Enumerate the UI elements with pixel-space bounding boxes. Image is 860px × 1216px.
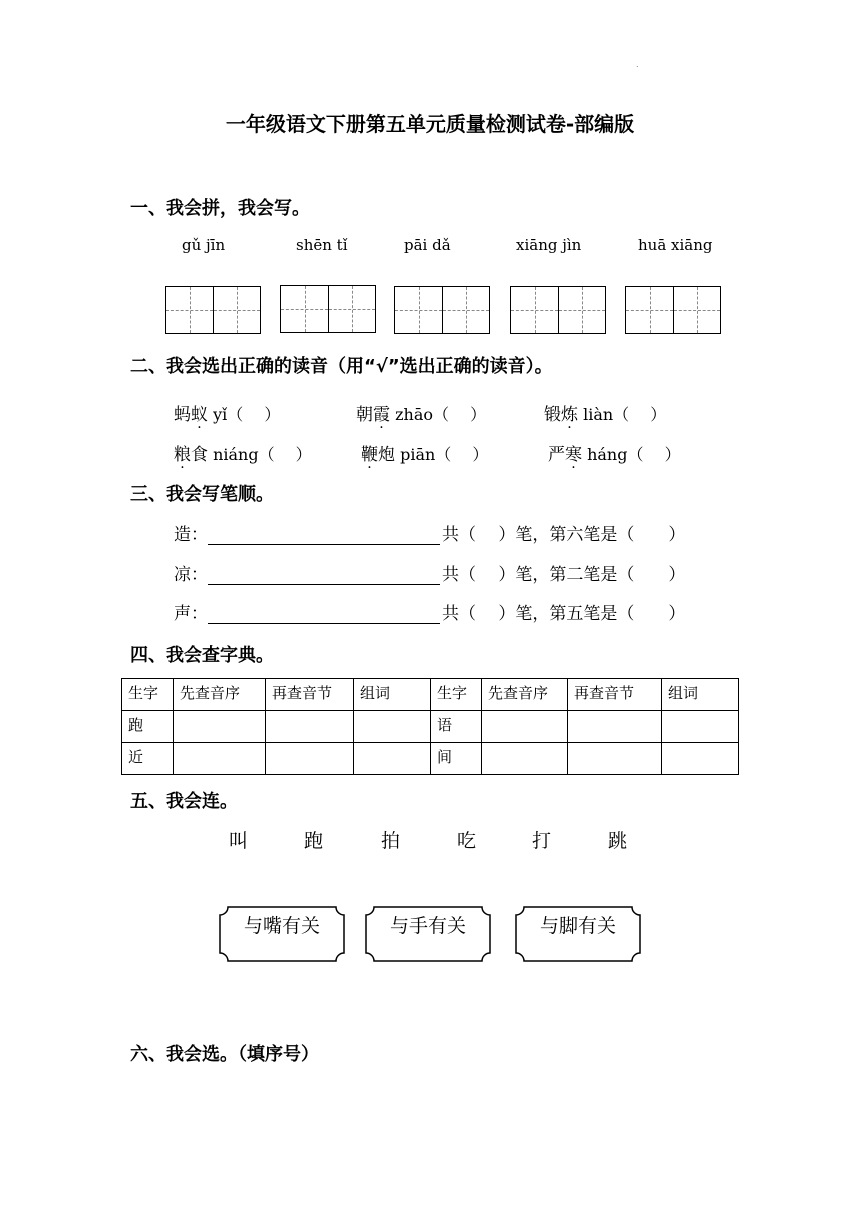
reading-item[interactable] (548, 440, 681, 465)
table-cell: 语 (431, 711, 482, 743)
action-char[interactable]: 打 (532, 830, 552, 852)
action-char[interactable]: 叫 (229, 830, 249, 852)
grid-cell[interactable] (328, 286, 375, 332)
action-char[interactable]: 拍 (381, 830, 401, 852)
pinyin-label: huā xiāng (638, 236, 713, 254)
table-row (122, 743, 739, 775)
table-cell[interactable] (482, 743, 568, 775)
stroke-char: 凉： (174, 565, 208, 585)
grid-cell[interactable] (673, 287, 720, 333)
category-label: 与脚有关 (539, 915, 616, 937)
category-box[interactable] (218, 905, 346, 963)
table-cell: 跑 (122, 711, 174, 743)
stroke-char: 造： (174, 525, 208, 545)
reading-item[interactable] (174, 400, 280, 425)
table-cell[interactable] (354, 743, 431, 775)
category-label: 与手有关 (389, 915, 466, 937)
word-part: 蚂 (174, 405, 191, 425)
table-header: 组词 (354, 679, 431, 711)
table-cell[interactable] (568, 743, 662, 775)
grid-cell[interactable] (442, 287, 489, 333)
action-char[interactable]: 吃 (457, 830, 477, 852)
stroke-question: 共（ ）笔，第六笔是（ ） (442, 525, 686, 545)
dotted-char: 寒 (565, 445, 582, 465)
table-header: 生字 (122, 679, 174, 711)
table-cell[interactable] (266, 711, 354, 743)
stroke-question: 共（ ）笔，第五笔是（ ） (442, 604, 686, 624)
table-header: 生字 (431, 679, 482, 711)
grid-cell[interactable] (558, 287, 605, 333)
writing-grid[interactable] (280, 285, 376, 333)
table-row (122, 711, 739, 743)
answer-line[interactable] (208, 524, 440, 545)
pinyin-option: piān（ ） (395, 445, 489, 464)
section-6-heading: 六、我会选。（填序号） (130, 1044, 319, 1065)
page-mark: . (636, 60, 639, 69)
pinyin-option: niáng（ ） (208, 445, 312, 464)
answer-line[interactable] (208, 603, 440, 624)
table-header: 再查音节 (266, 679, 354, 711)
table-cell[interactable] (174, 711, 266, 743)
table-cell[interactable] (662, 743, 739, 775)
reading-item[interactable] (361, 440, 488, 465)
dotted-char: 炼 (561, 405, 578, 425)
grid-cell[interactable] (166, 287, 213, 333)
reading-item[interactable] (174, 440, 312, 465)
stroke-row[interactable] (174, 520, 685, 545)
category-label: 与嘴有关 (243, 915, 320, 937)
table-header: 先查音序 (482, 679, 568, 711)
section-2-heading: 二、我会选出正确的读音（用“√”选出正确的读音）。 (130, 356, 553, 377)
table-cell: 间 (431, 743, 482, 775)
stroke-row[interactable] (174, 599, 685, 624)
table-header: 先查音序 (174, 679, 266, 711)
pinyin-option: zhāo（ ） (390, 405, 487, 424)
category-box[interactable] (514, 905, 642, 963)
pinyin-label: gǔ jīn (182, 236, 226, 254)
table-cell[interactable] (662, 711, 739, 743)
page-title: 一年级语文下册第五单元质量检测试卷-部编版 (225, 112, 635, 136)
section-1-heading: 一、我会拼，我会写。 (130, 198, 310, 219)
word-part: 炮 (378, 445, 395, 465)
grid-cell[interactable] (395, 287, 442, 333)
section-5-heading: 五、我会连。 (130, 791, 238, 812)
reading-item[interactable] (544, 400, 666, 425)
dotted-char: 粮 (174, 445, 191, 465)
table-cell[interactable] (266, 743, 354, 775)
category-box[interactable] (364, 905, 492, 963)
pinyin-option: liàn（ ） (578, 405, 667, 424)
pinyin-option: háng（ ） (582, 445, 681, 464)
word-part: 朝 (356, 405, 373, 425)
writing-grid[interactable] (394, 286, 490, 334)
dictionary-table (121, 678, 739, 775)
writing-grid[interactable] (165, 286, 261, 334)
writing-grid[interactable] (510, 286, 606, 334)
answer-line[interactable] (208, 564, 440, 585)
pinyin-option: yǐ（ ） (208, 405, 281, 424)
table-cell[interactable] (174, 743, 266, 775)
table-header: 组词 (662, 679, 739, 711)
action-char[interactable]: 跑 (304, 830, 324, 852)
pinyin-label: xiāng jìn (516, 236, 582, 254)
stroke-row[interactable] (174, 560, 685, 585)
section-4-heading: 四、我会查字典。 (130, 645, 274, 666)
reading-item[interactable] (356, 400, 486, 425)
stroke-question: 共（ ）笔，第二笔是（ ） (442, 565, 686, 585)
grid-cell[interactable] (213, 287, 260, 333)
grid-cell[interactable] (511, 287, 558, 333)
word-part: 严 (548, 445, 565, 465)
stroke-char: 声： (174, 604, 208, 624)
action-char[interactable]: 跳 (608, 830, 628, 852)
table-header-row (122, 679, 739, 711)
table-cell[interactable] (354, 711, 431, 743)
dotted-char: 蚁 (191, 405, 208, 425)
pinyin-label: shēn tǐ (296, 236, 348, 254)
word-part: 锻 (544, 405, 561, 425)
dotted-char: 霞 (373, 405, 390, 425)
word-part: 食 (191, 445, 208, 465)
section-3-heading: 三、我会写笔顺。 (130, 484, 274, 505)
grid-cell[interactable] (626, 287, 673, 333)
table-header: 再查音节 (568, 679, 662, 711)
table-cell[interactable] (568, 711, 662, 743)
dotted-char: 鞭 (361, 445, 378, 465)
grid-cell[interactable] (281, 286, 328, 332)
table-cell[interactable] (482, 711, 568, 743)
table-cell: 近 (122, 743, 174, 775)
pinyin-label: pāi dǎ (404, 236, 451, 254)
writing-grid[interactable] (625, 286, 721, 334)
